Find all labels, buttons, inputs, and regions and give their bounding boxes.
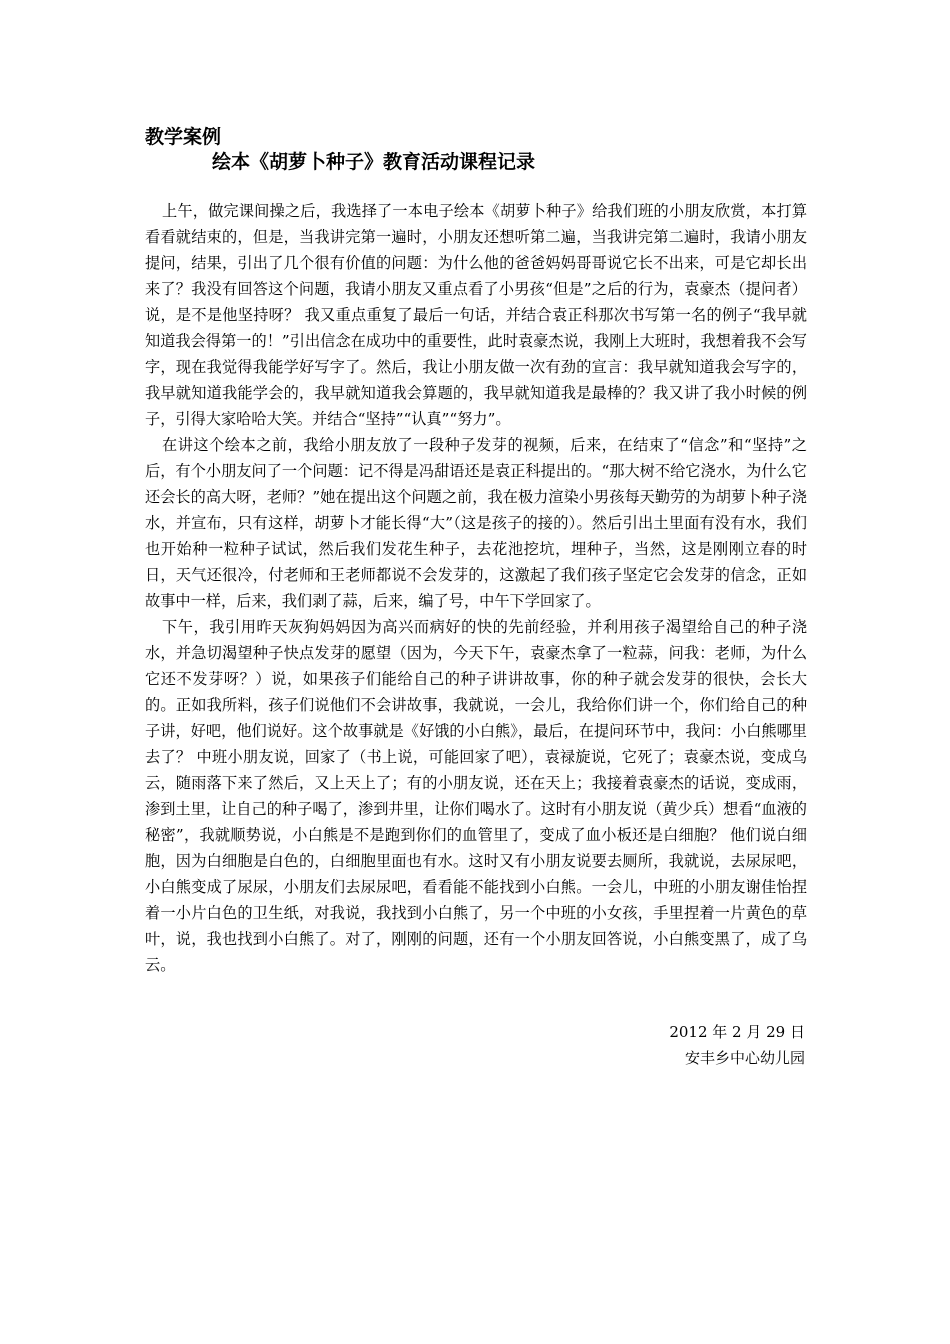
paragraph-afternoon: 下午，我引用昨天灰狗妈妈因为高兴而病好的快的先前经验，并利用孩子渴望给自己的种子浇水，并急切渴望种子快点发芽的愿望（因为，今天下午，袁豪杰拿了一粒蒜，问我：老师，为什么它还不发芽呀？）说，如果孩子们能给自己的种子讲讲故事，你的种子就会发芽的很快，会长大的。正如我所料，孩子们说他们不会讲故事，我就说，一会儿，我给你们讲一个，你们给自己的种子讲，好吧，他们说好。这个故事就是《好饿的小白熊》，最后，在提问环节中，我问：小白熊哪里去了？ 中班小朋友说，回家了（书上说，可能回家了吧），袁禄旋说，它死了；袁豪杰说，变成乌云，随雨落下来了然后，又上天上了；有的小朋友说，还在天上；我接着袁豪杰的话说，变成雨，渗到土里，让自己的种子喝了，渗到井里，让你们喝水了。这时有小朋友说（黄少兵）想看“血液的秘密”，我就顺势说，小白熊是不是跑到你们的血管里了，变成了血小板还是白细胞？ 他们说白细胞，因为白细胞是白色的，白细胞里面也有水。这时又有小朋友说要去厕所，我就说，去尿尿吧，小白熊变成了尿尿，小朋友们去尿尿吧，看看能不能找到小白熊。一会儿，中班的小朋友谢佳怡捏着一小片白色的卫生纸，对我说，我找到小白熊了，另一个中班的小女孩，手里捏着一片黄色的草叶，说，我也找到小白熊了。对了，刚刚的问题，还有一个小朋友回答说，小白熊变黑了，成了乌云。 [145, 618, 807, 974]
document-date: 2012 年 2 月 29 日 [669, 1023, 805, 1041]
document-body [145, 198, 807, 978]
organization-name: 安丰乡中心幼儿园 [684, 1049, 805, 1067]
paragraph-before-story: 在讲这个绘本之前，我给小朋友放了一段种子发芽的视频，后来，在结束了“信念”和“坚持”之后，有个小朋友问了一个问题：记不得是冯甜语还是袁正科提出的。“那大树不给它浇水，为什么它还会长的高大呀，老师？”她在提出这个问题之前，我在极力渲染小男孩每天勤劳的为胡萝卜种子浇水，并宣布，只有这样，胡萝卜才能长得“大”（这是孩子的接的）。然后引出土里面有没有水，我们也开始种一粒种子试试，然后我们发花生种子，去花池挖坑，埋种子，当然，这是刚刚立春的时日，天气还很冷，付老师和王老师都说不会发芽的，这激起了我们孩子坚定它会发芽的信念，正如故事中一样，后来，我们剥了蒜，后来，编了号，中午下学回家了。 [145, 436, 807, 610]
document-label: 教学案例 [145, 126, 222, 148]
signature-block [669, 1019, 805, 1071]
paragraph-morning: 上午，做完课间操之后，我选择了一本电子绘本《胡萝卜种子》给我们班的小朋友欣赏，本打算看看就结束的，但是，当我讲完第一遍时，小朋友还想听第二遍，当我讲完第二遍时，我请小朋友提问，结果，引出了几个很有价值的问题：为什么他的爸爸妈妈哥哥说它长不出来，可是它却长出来了？我没有回答这个问题，我请小朋友又重点看了小男孩“但是”之后的行为，袁豪杰（提问者）说，是不是他坚持呀？ 我又重点重复了最后一句话，并结合袁正科那次书写第一名的例子“我早就知道我会得第一的！”引出信念在成功中的重要性，此时袁豪杰说，我刚上大班时，我想着我不会写字，现在我觉得我能学好写字了。然后，我让小朋友做一次有劲的宣言：我早就知道我会写字的，我早就知道我能学会的，我早就知道我会算题的，我早就知道我是最棒的？我又讲了我小时候的例子，引得大家哈哈大笑。并结合“坚持”“认真”“努力”。 [145, 202, 807, 428]
document-title: 绘本《胡萝卜种子》教育活动课程记录 [212, 151, 536, 173]
